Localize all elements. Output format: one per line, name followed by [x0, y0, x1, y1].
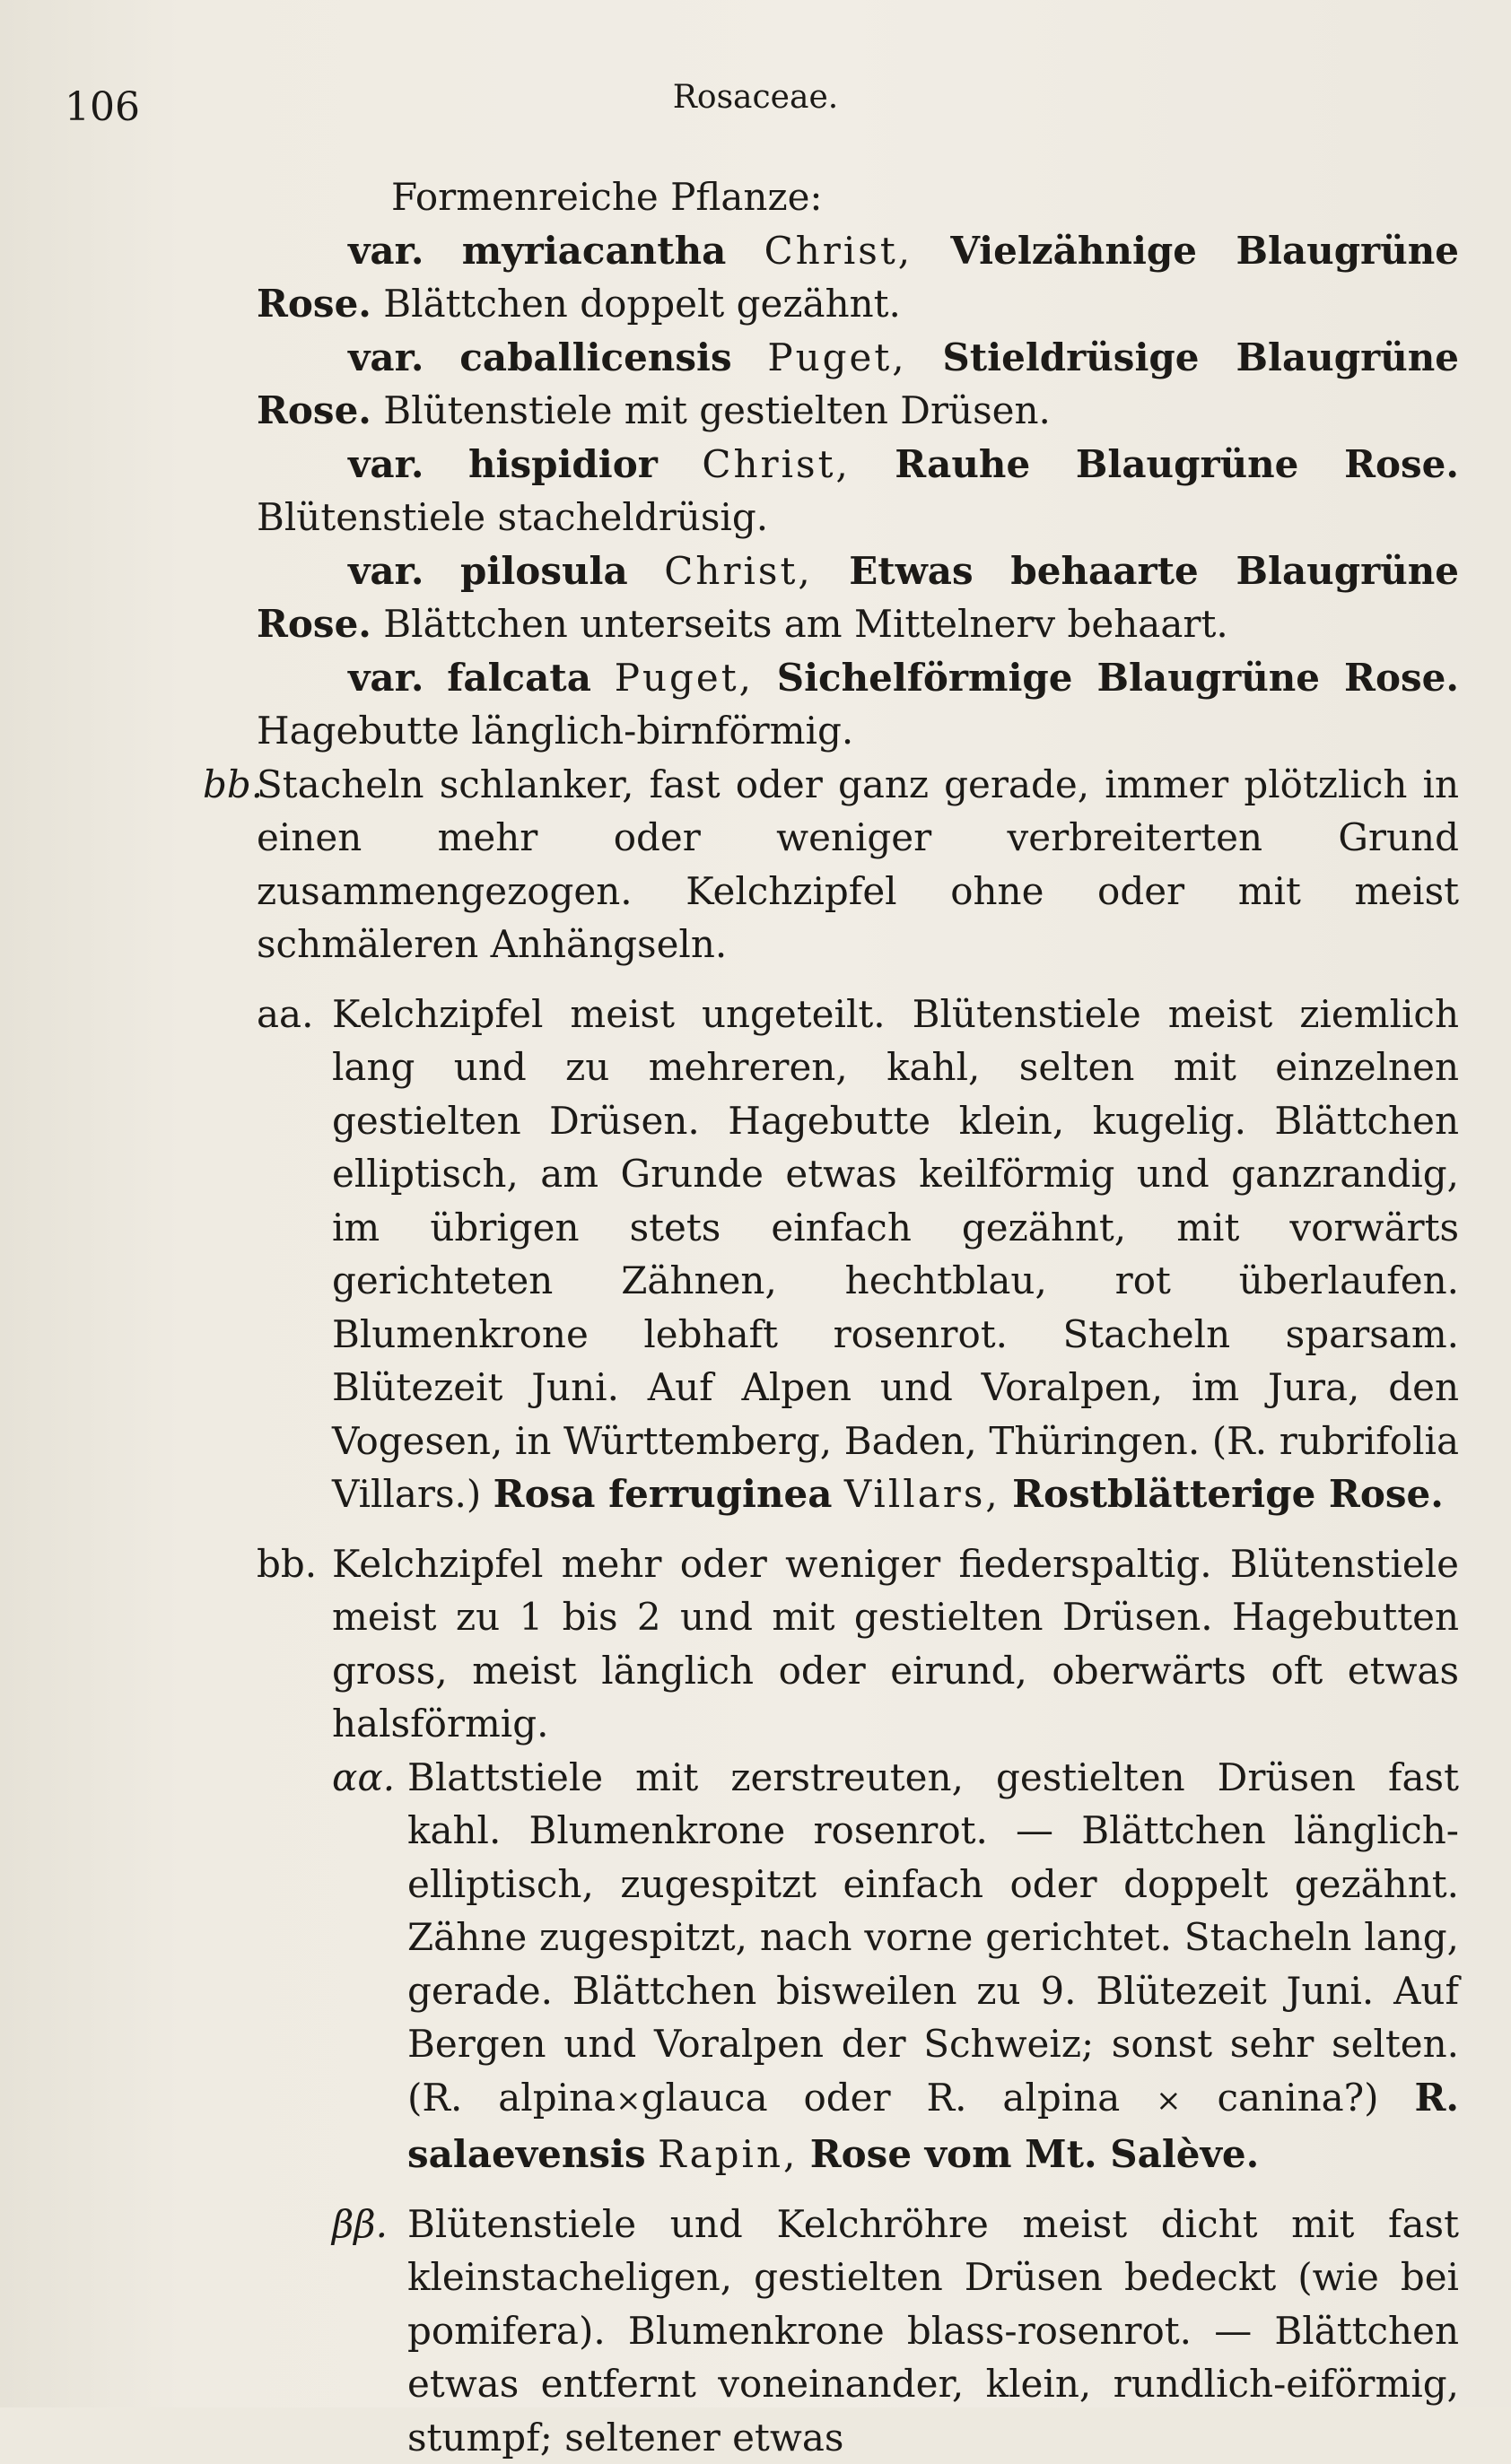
key-label: aa.: [257, 988, 313, 1041]
hybrid-cross-icon: ×: [1156, 2083, 1182, 2119]
page-number: 106: [65, 84, 140, 130]
species-name: R. salaevensis: [407, 2076, 1459, 2177]
key-label: bb.: [203, 758, 263, 812]
variety-pilosula: var. pilosula Christ, Etwas behaarte Blaugrüne Rose. Blättchen unterseits am Mittelnerv behaart.: [257, 544, 1459, 651]
hybrid-cross-icon: ×: [616, 2083, 642, 2119]
variety-hispidior: var. hispidior Christ, Rauhe Blaugrüne Rose. Blütenstiele stacheldrüsig.: [257, 438, 1459, 544]
key-label: αα.: [332, 1751, 395, 1805]
variety-falcata: var. falcata Puget, Sichelförmige Blaugrüne Rose. Hagebutte länglich-birnförmig.: [257, 651, 1459, 758]
variety-name: hispidior: [468, 442, 658, 486]
page-header: [0, 79, 1511, 133]
variety-name: caballicensis: [459, 335, 731, 379]
key-aa: aa. Kelchzipfel meist ungeteilt. Blütenstiele meist ziemlich lang und zu mehreren, kahl, selten mit einzelnen gestielten Drüsen. Hagebutte klein, kugelig. Blättchen elliptisch, am Grunde etwas keilförmig und ganzrandig, im übrigen stets einfach gezähnt, mit vorwärts gerichteten Zähnen, hechtblau, rot überlaufen. Blumenkrone lebhaft rosenrot. Stacheln sparsam. Blütezeit Juni. Auf Alpen und Voralpen, im Jura, den Vogesen, in Württemberg, Baden, Thüringen. (R. rubrifolia Villars.) Rosa ferruginea Villars, Rostblätterige Rose.: [257, 988, 1459, 1521]
variety-name: myriacantha: [462, 229, 727, 273]
key-beta: ββ. Blütenstiele und Kelchröhre meist dicht mit fast kleinstacheligen, gestielten Drüsen bedeckt (wie bei pomifera). Blumenkrone blass-rosenrot. — Blättchen etwas entfernt voneinander, klein, rundlich-eiförmig, stumpf; seltener etwas: [257, 2198, 1459, 2464]
variety-name: falcata: [447, 656, 591, 700]
key-alpha: αα. Blattstiele mit zerstreuten, gestielten Drüsen fast kahl. Blumenkrone rosenrot. — Blättchen länglich-elliptisch, zugespitzt einfach oder doppelt gezähnt. Zähne zugespitzt, nach vorne gerichtet. Stacheln lang, gerade. Blättchen bisweilen zu 9. Blütezeit Juni. Auf Bergen und Voralpen der Schweiz; sonst sehr selten. (R. alpina×glauca oder R. alpina × canina?) R. salaevensis Rapin, Rose vom Mt. Salève.: [257, 1751, 1459, 2181]
variety-name: pilosula: [460, 549, 628, 593]
key-label: bb.: [257, 1537, 317, 1591]
page-body: [257, 170, 1459, 2464]
key-bb: bb. Stacheln schlanker, fast oder ganz gerade, immer plötzlich in einen mehr oder weniger verbreiterten Grund zusammengezogen. Kelchzipfel ohne oder mit meist schmäleren Anhängseln.: [257, 758, 1459, 971]
variety-myriacantha: var. myriacantha Christ, Vielzähnige Blaugrüne Rose. Blättchen doppelt gezähnt.: [257, 224, 1459, 331]
intro-line: Formenreiche Pflanze:: [257, 170, 1459, 224]
key-bb-2: bb. Kelchzipfel mehr oder weniger fiederspaltig. Blütenstiele meist zu 1 bis 2 und mit gestielten Drüsen. Hagebutten gross, meist länglich oder eirund, oberwärts oft etwas halsförmig.: [257, 1537, 1459, 1751]
variety-caballicensis: var. caballicensis Puget, Stieldrüsige Blaugrüne Rose. Blütenstiele mit gestielten Drüsen.: [257, 331, 1459, 438]
species-name: Rosa ferruginea: [493, 1472, 833, 1516]
running-title: Rosaceae.: [0, 79, 1511, 116]
key-label: ββ.: [332, 2198, 388, 2251]
